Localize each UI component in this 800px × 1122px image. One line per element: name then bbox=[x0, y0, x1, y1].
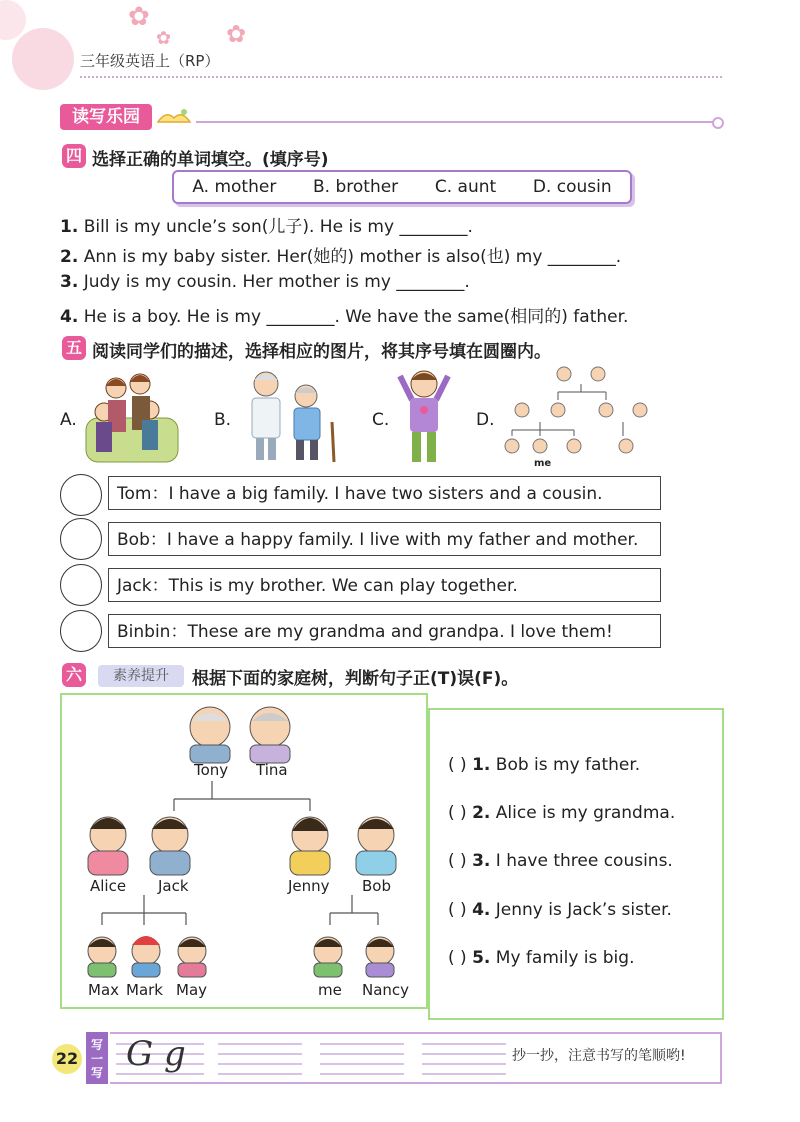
tree-name-bob: Bob bbox=[362, 877, 391, 895]
tree-name-jenny: Jenny bbox=[288, 877, 330, 895]
answer-circle-2[interactable] bbox=[60, 518, 102, 560]
answer-bracket[interactable]: ( ) bbox=[448, 948, 467, 968]
tf-statement-4: ( ) 4. Jenny is Jack’s sister. bbox=[448, 900, 672, 920]
section-6-badge: 六 bbox=[62, 663, 86, 687]
sentence-box-2: Bob：I have a happy family. I live with my father and mother. bbox=[108, 522, 661, 556]
book-icon bbox=[154, 104, 194, 128]
tree-name-jack: Jack bbox=[158, 877, 189, 895]
flower-icon: ✿ bbox=[156, 28, 172, 49]
tree-name-max: Max bbox=[88, 981, 120, 999]
footer-note: 抄一抄，注意书写的笔顺哟! bbox=[512, 1048, 686, 1064]
write-tab: 写一写 bbox=[86, 1032, 108, 1084]
answer-bracket[interactable]: ( ) bbox=[448, 803, 467, 823]
sentence-box-4: Binbin：These are my grandma and grandpa. I love them! bbox=[108, 614, 661, 648]
header-divider bbox=[80, 76, 722, 78]
pink-blob-decoration bbox=[12, 28, 74, 90]
answer-bracket[interactable]: ( ) bbox=[448, 851, 467, 871]
tf-statement-2: ( ) 2. Alice is my grandma. bbox=[448, 803, 676, 823]
tf-statement-1: ( ) 1. Bob is my father. bbox=[448, 755, 641, 775]
sentence-box-1: Tom：I have a big family. I have two sisters and a cousin. bbox=[108, 476, 661, 510]
me-label: me bbox=[534, 458, 552, 469]
tree-name-may: May bbox=[176, 981, 208, 999]
section-5-badge: 五 bbox=[62, 336, 86, 360]
picture-label-a: A. bbox=[60, 410, 77, 430]
tree-name-tina: Tina bbox=[256, 761, 288, 779]
answer-circle-3[interactable] bbox=[60, 564, 102, 606]
picture-label-b: B. bbox=[214, 410, 232, 430]
word-option: A. mother bbox=[192, 177, 277, 197]
pink-blob-decoration bbox=[0, 0, 26, 40]
section-banner: 读写乐园 bbox=[60, 104, 152, 130]
answer-circle-4[interactable] bbox=[60, 610, 102, 652]
grandparents-picture bbox=[234, 366, 340, 466]
tf-statement-3: ( ) 3. I have three cousins. bbox=[448, 851, 673, 871]
family-tree-box bbox=[60, 693, 428, 1009]
flower-icon: ✿ bbox=[226, 20, 247, 48]
answer-bracket[interactable]: ( ) bbox=[448, 755, 467, 775]
tree-name-me: me bbox=[318, 981, 342, 999]
page-number: 22 bbox=[52, 1044, 82, 1074]
section-4-title: 选择正确的单词填空。(填序号) bbox=[92, 150, 329, 170]
word-option: B. brother bbox=[313, 177, 399, 197]
family-tree-lines bbox=[62, 695, 426, 1007]
word-option: D. cousin bbox=[532, 177, 612, 197]
tree-name-nancy: Nancy bbox=[362, 981, 410, 999]
section-5-title: 阅读同学们的描述，选择相应的图片，将其序号填在圆圈内。 bbox=[92, 342, 551, 362]
tree-name-alice: Alice bbox=[90, 877, 127, 895]
family-tree-picture bbox=[500, 364, 660, 472]
flower-icon: ✿ bbox=[128, 2, 150, 32]
model-letters: G g bbox=[126, 1034, 186, 1074]
banner-line bbox=[196, 121, 716, 123]
big-family-picture bbox=[80, 366, 184, 466]
header-title: 三年级英语上（RP） bbox=[80, 52, 220, 70]
tree-name-tony: Tony bbox=[194, 761, 229, 779]
sentence-box-3: Jack：This is my brother. We can play together. bbox=[108, 568, 661, 602]
section-4-badge: 四 bbox=[62, 144, 86, 168]
tree-name-mark: Mark bbox=[126, 981, 163, 999]
banner-line-end bbox=[712, 117, 724, 129]
tf-statement-5: ( ) 5. My family is big. bbox=[448, 948, 635, 968]
answer-circle-1[interactable] bbox=[60, 474, 102, 516]
answer-bracket[interactable]: ( ) bbox=[448, 900, 467, 920]
word-options-box bbox=[172, 170, 632, 204]
word-option: C. aunt bbox=[434, 177, 497, 197]
question-1: 1. Bill is my uncle’s son(儿子). He is my ________. bbox=[60, 217, 473, 237]
picture-label-c: C. bbox=[372, 410, 390, 430]
question-4: 4. He is a boy. He is my ________. We have the same(相同的) father. bbox=[60, 307, 629, 327]
picture-label-d: D. bbox=[476, 410, 495, 430]
literacy-tag: 素养提升 bbox=[98, 665, 184, 687]
question-2: 2. Ann is my baby sister. Her(她的) mother is also(也) my ________. bbox=[60, 247, 622, 267]
single-boy-picture bbox=[394, 366, 454, 466]
section-6-title: 根据下面的家庭树，判断句子正(T)误(F)。 bbox=[192, 669, 519, 689]
question-3: 3. Judy is my cousin. Her mother is my ________. bbox=[60, 272, 470, 292]
